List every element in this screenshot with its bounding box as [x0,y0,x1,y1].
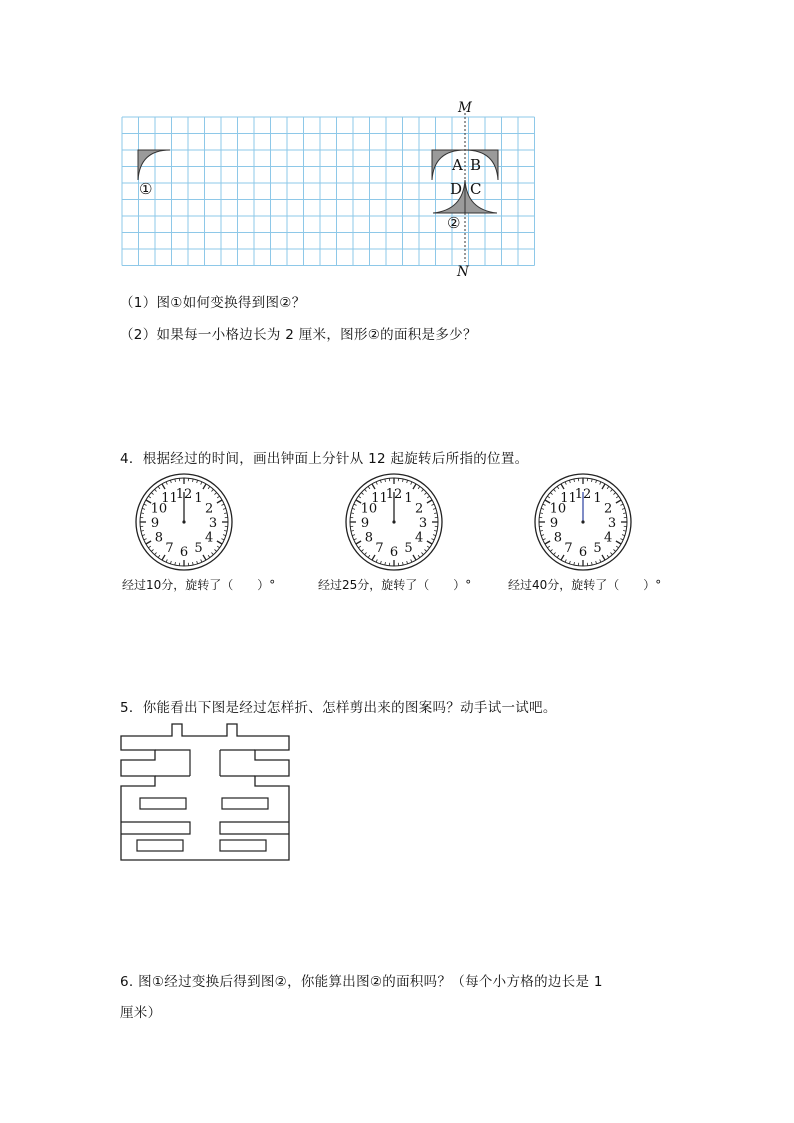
cut-bar-left-1 [140,798,186,809]
clock-number: 12 [385,487,403,502]
cut-bar-right-1 [222,798,268,809]
clock-number: 5 [404,541,413,557]
clock-number: 5 [593,541,602,557]
clock-1-caption: 经过10分，旋转了（ ）° [122,578,276,592]
question-5-title: 5．你能看出下图是经过怎样折、怎样剪出来的图案吗？动手试一试吧。 [120,700,557,716]
clock-number: 6 [578,545,588,560]
clock-number: 3 [208,516,218,531]
clock-number: 7 [564,541,573,557]
clock-number: 11 [371,490,388,506]
clock-number: 6 [389,545,399,560]
clock-number: 8 [364,530,374,546]
clock-number: 1 [194,490,203,506]
label-n: N [457,264,470,280]
label-m: M [458,100,473,116]
clock-number: 11 [560,490,577,506]
clock-number: 10 [549,501,567,517]
region-a-label: A [452,156,464,174]
clock-number: 1 [593,490,602,506]
clock-number: 6 [179,545,189,560]
question-4-title: 4．根据经过的时间，画出钟面上分针从 12 起旋转后所指的位置。 [120,451,529,467]
clock-number: 2 [603,501,613,517]
region-d-label: D [450,180,463,198]
clock-number: 4 [204,530,214,546]
question-3-part-2: （2）如果每一小格边长为 2 厘米，图形②的面积是多少？ [120,327,477,343]
clock-number: 10 [150,501,168,517]
clock-number: 2 [204,501,214,517]
region-b-label: B [470,156,482,174]
figure-1-label: ① [139,180,153,198]
question-6-line-2: 厘米） [120,1005,162,1021]
clock-number: 8 [553,530,563,546]
clock-3-caption: 经过40分，旋转了（ ）° [508,578,662,592]
clock-number: 7 [165,541,174,557]
clock-number: 12 [574,487,592,502]
clock-number: 7 [375,541,384,557]
clock-number: 3 [607,516,617,531]
clock-number: 9 [150,516,160,531]
clock-number: 11 [161,490,178,506]
clock-number: 9 [549,516,559,531]
clock-number: 8 [154,530,164,546]
clock-number: 10 [360,501,378,517]
cut-bar-left-2 [137,840,183,851]
cut-bar-right-2 [220,840,266,851]
clock-number: 9 [360,516,370,531]
clock-number: 12 [175,487,193,502]
region-c-label: C [470,180,482,198]
clock-number: 4 [603,530,613,546]
clock-number: 5 [194,541,203,557]
question-3-part-1: （1）图①如何变换得到图②？ [120,295,306,311]
question-6-line-1: 6. 图①经过变换后得到图②，你能算出图②的面积吗？（每个小方格的边长是 1 [120,974,603,990]
clock-number: 2 [414,501,424,517]
clock-2-caption: 经过25分，旋转了（ ）° [318,578,472,592]
clock-number: 4 [414,530,424,546]
clock-number: 3 [418,516,428,531]
inner-cut-lines [121,750,289,834]
figure-2-label: ② [447,214,461,232]
clock-number: 1 [404,490,413,506]
